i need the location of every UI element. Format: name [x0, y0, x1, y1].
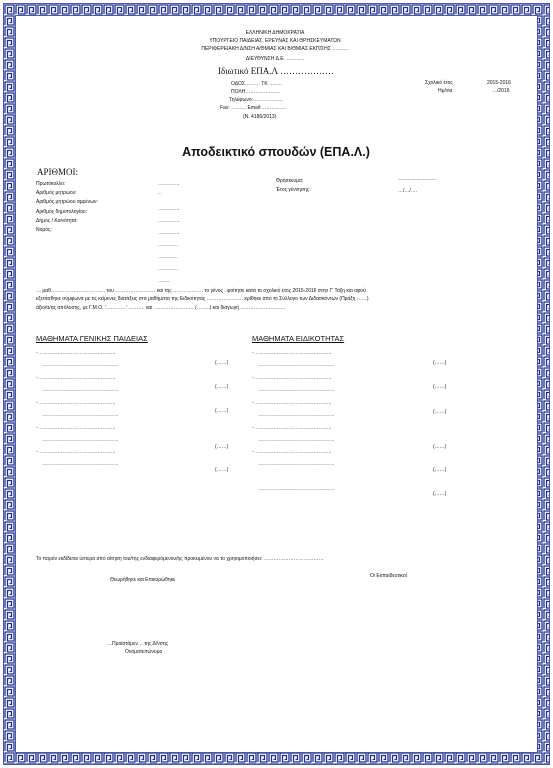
general-subject-grade: (……): [215, 467, 229, 473]
law-reference: (Ν. 4186/2013): [243, 114, 277, 120]
general-subject-row: - ……………………………………….: [36, 400, 116, 406]
verified-label: Θεωρήθηκε και Επικυρώθηκε: [110, 577, 176, 583]
date-value: …/2016: [492, 88, 510, 94]
general-subject-row: - ……………………………………….: [36, 375, 116, 381]
general-subject-grade: (……): [215, 360, 229, 366]
director-title: …Προϊστάμεν… της Δ/νσης: [107, 641, 169, 647]
religion-value: ……………….: [398, 176, 436, 182]
field-value-registry: ..: [158, 190, 161, 196]
field-label-protocol: Πρωτόκολλο:: [36, 181, 66, 187]
specialty-subject-grade: (……): [433, 409, 447, 415]
general-subject-row: ……………………………………….: [42, 461, 119, 467]
school-city: ΠΟΛΗ…………………: [231, 89, 281, 95]
extra-dots-line: …………: [158, 266, 178, 272]
school-fax-email: Fax: ……… Email:……………: [220, 105, 287, 111]
school-name: Ιδιωτικό ΕΠΑ.Λ ………………: [218, 66, 334, 76]
purpose-statement: Το παρόν εκδίδεται ύστερα από αίτηση του/της ενδιαφερόμενου/ης προκειμένου να το χρησιμοποιήσει: ………………………………: [36, 556, 324, 562]
field-label-registry: Αριθμός μητρώου:: [36, 190, 77, 196]
specialty-subject-grade: (……): [433, 444, 447, 450]
field-label-male-registry: Αριθμός μητρώου αρρένων:: [36, 199, 98, 205]
body-text-line-3: άξιο/α/ας απόλυσης, με Γ.Μ.Ο. '…………' ………. και …………………… (……..) και διαγωγή ………………………: [36, 305, 286, 311]
specialty-subject-row: - ……………………………………….: [252, 425, 332, 431]
religion-label: Θρήσκευμα:: [276, 178, 304, 184]
specialty-subject-row: ……………………………………….: [258, 362, 335, 368]
specialty-subject-row: - ……………………………………….: [252, 400, 332, 406]
school-address: ΟΔΟΣ……… ΤΚ ……..: [231, 81, 282, 87]
school-year-value: 2015-2016: [487, 80, 511, 86]
specialty-subject-row: ……………………………………….: [258, 461, 335, 467]
header-republic: ΕΛΛΗΝΙΚΗ ΔΗΜΟΚΡΑΤΙΑ: [245, 30, 305, 36]
general-subject-row: - ……………………………………….: [36, 425, 116, 431]
general-subject-row: ……………………………………….: [42, 387, 119, 393]
general-subject-row: - ……………………………………….: [36, 350, 116, 356]
extra-dots-line: …………: [158, 254, 178, 260]
header-directorate: ΔΙΕΥΘΥΝΣΗ Δ.Ε. ………..: [245, 56, 305, 62]
body-text-line-2: εξετάσθηκε σύμφωνα με τις κείμενες διατάξεις στα μαθήματα της Ειδικότητας …………………. κρίθηκε από το Σύλλογο των Διδασκόντων (Πράξη ……): [36, 296, 369, 302]
school-year-label: Σχολικό έτος: [425, 80, 453, 86]
field-label-prefecture: Νομός:: [36, 227, 52, 233]
general-subject-grade: (……): [215, 384, 229, 390]
numbers-heading: ΑΡΙΘΜΟΙ:: [37, 167, 79, 177]
field-value-protocol: ………….: [158, 181, 180, 187]
extra-dots-line: …….: [158, 278, 170, 284]
school-phone: Τηλέφωνο:………………: [229, 97, 284, 103]
general-subjects-heading: ΜΑΘΗΜΑΤΑ ΓΕΝΙΚΗΣ ΠΑΙΔΕΙΑΣ: [36, 334, 148, 343]
header-ministry: ΥΠΟΥΡΓΕΙΟ ΠΑΙΔΕΙΑΣ, ΕΡΕΥΝΑΣ ΚΑΙ ΘΡΗΣΚΕΥΜΑΤΩΝ: [209, 38, 341, 44]
specialty-subjects-heading: ΜΑΘΗΜΑΤΑ ΕΙΔΙΚΟΤΗΤΑΣ: [252, 334, 345, 343]
general-subject-row: - ……………………………………….: [36, 449, 116, 455]
specialty-subject-row: - ……………………………………….: [252, 449, 332, 455]
specialty-subject-grade: (……): [433, 467, 447, 473]
specialty-subject-row: - ……………………………………….: [252, 375, 332, 381]
general-subject-grade: (……): [215, 444, 229, 450]
specialty-subject-grade: (……): [433, 384, 447, 390]
teachers-label: Οι Εκπαιδευτικοί: [370, 573, 407, 579]
specialty-subject-row: ……………………………………….: [258, 486, 335, 492]
general-subject-row: ……………………………………….: [42, 437, 119, 443]
specialty-subject-row: ……………………………………….: [258, 437, 335, 443]
document-title: Αποδεικτικό σπουδών (ΕΠΑ.Λ.): [182, 145, 370, 159]
general-subject-row: ……………………………………….: [42, 362, 119, 368]
field-label-municipal-registry: Αριθμός δημοτολογίου:: [36, 209, 87, 215]
general-subject-row: ……………………………………….: [42, 412, 119, 418]
general-subject-grade: (……): [215, 408, 229, 414]
field-value-municipal-registry: ………….: [158, 206, 180, 212]
specialty-subject-row: - ……………………………………….: [252, 350, 332, 356]
specialty-subject-row: ……………………………………….: [258, 412, 335, 418]
field-value-municipality: ………….: [158, 218, 180, 224]
field-label-municipality: Δήμος / Κοινότητα:: [36, 218, 78, 224]
header-regional-directorate: ΠΕΡΙΦΕΡΕΙΑΚΗ Δ/ΝΣΗ Α/ΘΜΙΑΣ ΚΑΙ Β/ΘΜΙΑΣ ΕΚΠ/ΣΗΣ ……….: [201, 46, 349, 52]
director-name-label: Ονοματεπώνυμο: [125, 649, 163, 655]
specialty-subject-grade: (……): [433, 491, 447, 497]
specialty-subject-grade: (……): [433, 360, 447, 366]
birth-year-value: …/…/….: [398, 188, 418, 194]
extra-dots-line: …………: [158, 242, 178, 248]
date-label: Ημ/νία: [438, 88, 453, 94]
body-text-line-1: … μαθ…….. …………………… του …………………… και της ……………… το γένος . φοίτησε κατά το σχολικό έτος 2015-2016 στην Γ' Τάξη και αφού: [36, 288, 366, 294]
birth-year-label: Έτος γέννησης:: [276, 187, 311, 193]
specialty-subject-row: ……………………………………….: [258, 387, 335, 393]
field-value-prefecture: ………….: [158, 230, 180, 236]
